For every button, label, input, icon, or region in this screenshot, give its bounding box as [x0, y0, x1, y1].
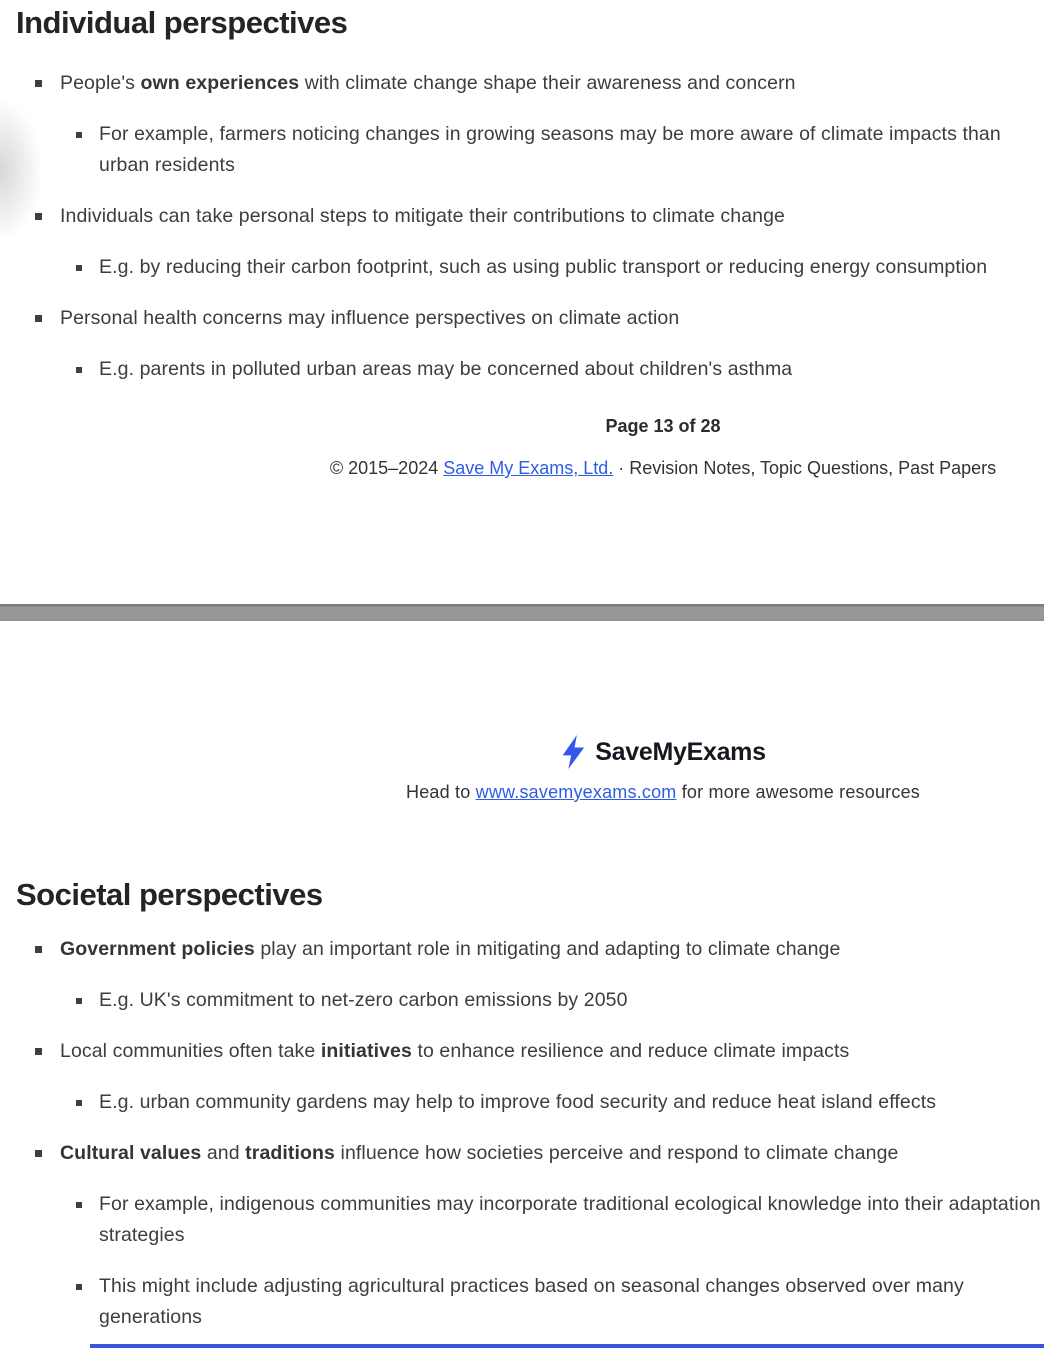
- list-item: [0, 201, 1044, 232]
- list-item: [0, 1036, 1044, 1067]
- tagline-prefix: Head to: [406, 782, 476, 802]
- tagline-suffix: for more awesome resources: [676, 782, 920, 802]
- bullet-text: to enhance resilience and reduce climate impacts: [411, 1040, 850, 1062]
- bullet-text: For example, farmers noticing changes in growing seasons may be more aware of climate impacts than urban residents: [99, 123, 1001, 176]
- list-item: [0, 119, 1044, 181]
- list-item: [0, 354, 1044, 385]
- bullet-square-icon: [76, 1202, 82, 1208]
- bullet-text: For example, indigenous communities may incorporate traditional ecological knowledge into their adaptation strategies: [99, 1193, 1041, 1246]
- bullet-square-icon: [76, 367, 82, 373]
- bullet-square-icon: [76, 1100, 82, 1106]
- bullet-text-bold: traditions: [245, 1142, 336, 1164]
- brand-tagline: [0, 779, 1044, 805]
- bullet-square-icon: [76, 998, 82, 1004]
- save-my-exams-ltd-link[interactable]: Save My Exams, Ltd.: [443, 458, 614, 478]
- bullet-text-bold: Cultural values: [60, 1142, 202, 1164]
- bullet-text-bold: Government policies: [60, 938, 255, 960]
- bullet-square-icon: [76, 132, 82, 138]
- page-gap-divider: [0, 604, 1044, 621]
- bullet-square-icon: [35, 1048, 42, 1055]
- list-item: [0, 1138, 1044, 1169]
- brand-logo-row: [0, 733, 1044, 771]
- bullet-text-bold: own experiences: [140, 72, 300, 94]
- list-item: [0, 985, 1044, 1016]
- bullet-text: play an important role in mitigating and adapting to climate change: [254, 938, 841, 960]
- list-item: [0, 1271, 1044, 1333]
- section-heading-societal-perspectives: Societal perspectives: [16, 877, 323, 912]
- bullet-text: E.g. by reducing their carbon footprint, such as using public transport or reducing energy consumption: [99, 256, 988, 278]
- bullet-square-icon: [35, 1150, 42, 1157]
- bullet-text: Local communities often take: [60, 1040, 321, 1062]
- copyright-line: [0, 455, 1044, 481]
- bullet-square-icon: [35, 80, 42, 87]
- list-item: [0, 1189, 1044, 1251]
- bullet-square-icon: [76, 265, 82, 271]
- bullet-square-icon: [35, 213, 42, 220]
- section-heading-individual-perspectives: Individual perspectives: [16, 5, 348, 40]
- bullet-square-icon: [76, 1284, 82, 1290]
- copyright-prefix: © 2015–2024: [329, 458, 444, 478]
- bullet-text: This might include adjusting agricultural practices based on seasonal changes observed over many generations: [99, 1275, 964, 1328]
- pdf-page-bottom: [0, 621, 1044, 1348]
- list-item: [0, 252, 1044, 283]
- pdf-page-top: [0, 0, 1044, 604]
- bullet-text: and: [201, 1142, 246, 1164]
- list-item: [0, 1087, 1044, 1118]
- list-item: [0, 68, 1044, 99]
- pdf-page-footer: [0, 413, 1044, 481]
- list-item: [0, 303, 1044, 334]
- bullet-text: Personal health concerns may influence perspectives on climate action: [60, 307, 680, 329]
- brand-header: [0, 733, 1044, 805]
- list-item: [0, 934, 1044, 965]
- next-element-blue-edge: [90, 1344, 1044, 1348]
- bullet-text-bold: initiatives: [320, 1040, 412, 1062]
- lightning-bolt-icon: [560, 735, 588, 769]
- page-number-indicator: Page 13 of 28: [605, 416, 721, 436]
- brand-name-text: SaveMyExams: [595, 737, 766, 766]
- bullet-text: E.g. urban community gardens may help to improve food security and reduce heat island effects: [99, 1091, 937, 1113]
- savemyexams-url-link[interactable]: www.savemyexams.com: [475, 782, 677, 802]
- bullet-list-individual: [0, 42, 1044, 385]
- bullet-text: E.g. UK's commitment to net-zero carbon emissions by 2050: [99, 989, 628, 1011]
- bullet-text: People's: [60, 72, 141, 94]
- bullet-square-icon: [35, 946, 42, 953]
- bullet-square-icon: [35, 315, 42, 322]
- bullet-text: with climate change shape their awareness and concern: [299, 72, 796, 94]
- bullet-list-societal: [0, 914, 1044, 1333]
- bullet-text: E.g. parents in polluted urban areas may be concerned about children's asthma: [99, 358, 793, 380]
- bullet-text: Individuals can take personal steps to mitigate their contributions to climate change: [60, 205, 785, 227]
- copyright-suffix: · Revision Notes, Topic Questions, Past Papers: [613, 458, 997, 478]
- bullet-text: influence how societies perceive and respond to climate change: [335, 1142, 899, 1164]
